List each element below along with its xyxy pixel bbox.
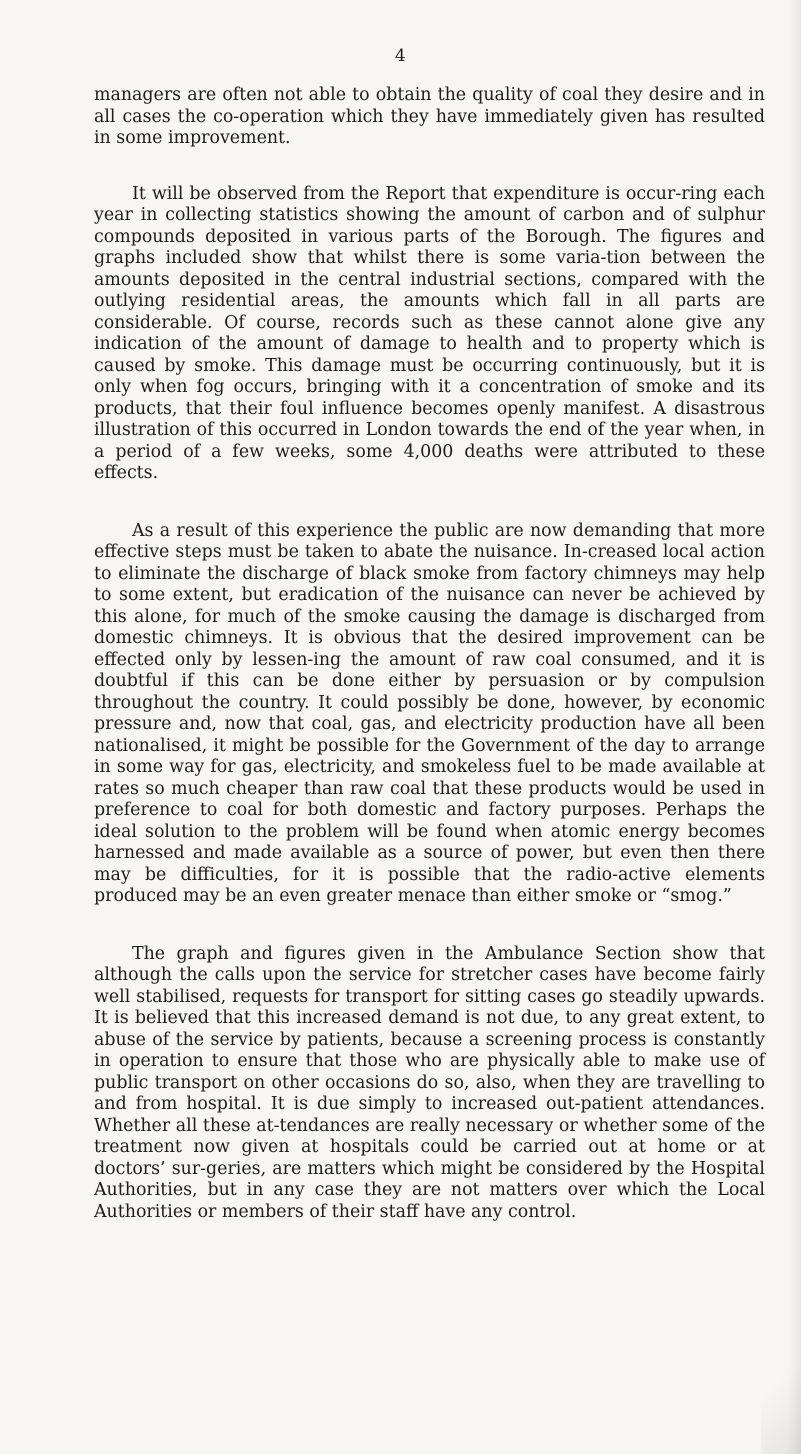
paragraph-continuation: managers are often not able to obtain the quality of coal they desire and in all cases the co-operation which they have immediately given has resulted in some improvement. bbox=[94, 85, 765, 148]
scan-corner-shadow bbox=[761, 1334, 801, 1454]
page-number: 4 bbox=[394, 46, 407, 66]
scan-edge-shadow bbox=[787, 0, 801, 1454]
paragraph-smoke-statistics: It will be observed from the Report that expenditure is occur-ring each year in collecting statistics showing the amount of carbon and of sulphur compounds deposited in various parts of the Borough. The figures and graphs included show that whilst there is some varia-tion between the amounts deposited in the central industrial sections, compared with the outlying residential areas, the amounts which fall in all parts are considerable. Of course, records such as these cannot alone give any indication of the amount of damage to health and to property which is caused by smoke. This damage must be occurring continuously, but it is only when fog occurs, bringing with it a concentration of smoke and its products, that their foul influence becomes openly manifest. A disastrous illustration of this occurred in London towards the end of the year when, in a period of a few weeks, some 4,000 deaths were attributed to these effects. bbox=[94, 183, 765, 483]
paragraph-ambulance-section: The graph and figures given in the Ambulance Section show that although the calls upon the service for stretcher cases have become fairly well stabilised, requests for transport for sitting cases go steadily upwards. It is believed that this increased demand is not due, to any great extent, to abuse of the service by patients, because a screening process is constantly in operation to ensure that those who are physically able to make use of public transport on other occasions do so, also, when they are travelling to and from hospital. It is due simply to increased out-patient attendances. Whether all these at-tendances are really necessary or whether some of the treatment now given at hospitals could be carried out at home or at doctors’ sur-geries, are matters which might be considered by the Hospital Authorities, but in any case they are not matters over which the Local Authorities or members of their staff have any control. bbox=[94, 943, 765, 1222]
body-text bbox=[94, 85, 765, 1259]
paragraph-public-demand: As a result of this experience the public are now demanding that more effective steps must be taken to abate the nuisance. In-creased local action to eliminate the discharge of black smoke from factory chimneys may help to some extent, but eradication of the nuisance can never be achieved by this alone, for much of the smoke causing the damage is discharged from domestic chimneys. It is obvious that the desired improvement can be effected only by lessen-ing the amount of raw coal consumed, and it is doubtful if this can be done either by persuasion or by compulsion throughout the country. It could possibly be done, however, by economic pressure and, now that coal, gas, and electricity production have all been nationalised, it might be possible for the Government of the day to arrange in some way for gas, electricity, and smokeless fuel to be made available at rates so much cheaper than raw coal that these products would be used in preference to coal for both domestic and factory purposes. Perhaps the ideal solution to the problem will be found when atomic energy becomes harnessed and made available as a source of power, but even then there may be difficulties, for it is possible that the radio-active elements produced may be an even greater menace than either smoke or “smog.” bbox=[94, 520, 765, 906]
